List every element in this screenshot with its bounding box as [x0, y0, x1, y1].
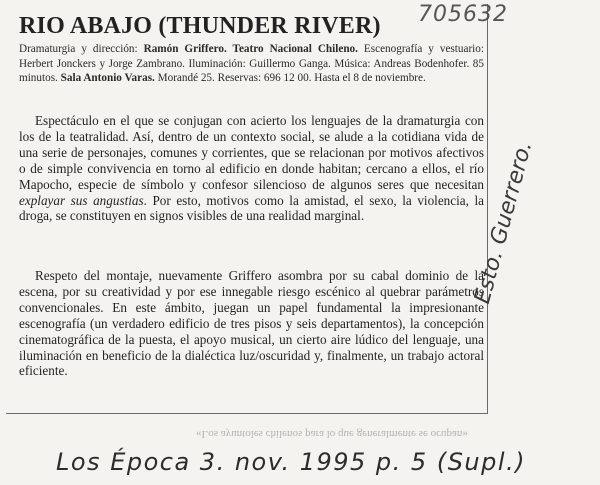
credits-director-company: Ramón Griffero. Teatro Nacional Chileno.: [143, 43, 358, 55]
review-paragraph-2: Respeto del montaje, nuevamente Griffero asombra por su cabal dominio de la escena, por su creatividad y por ese innegable riesgo escénico al quebrar parámetros convencionales. En este ámbito, juegan un papel fundamental la impresionante escenografía (un verdadero edificio de tres pisos y seis departamentos), la concepción cinematográfica de la puesta, el apoyo musical, un cierto aire lúdico del lenguaje, una iluminación en beneficio de la dialéctica luz/oscuridad y, finalmente, un trabajo actoral eficiente.: [19, 268, 484, 379]
bleed-through-text: «Los ayuntoles chilenos para lo que generalmente se ocupan»: [196, 428, 468, 440]
credits-crew: Escenografía y vestuario: Herbert Jonckers y Jorge Zambrano. Iluminación: Guillermo Ganga. Música: Andreas Bodenhofer. 85 minutos.: [19, 43, 484, 85]
paragraph-1-text-a: Espectáculo en el que se conjugan con acierto los lenguajes de la dramaturgia con los de la teatralidad. Así, dentro de un contexto social, se alude a la cotidiana vida de una serie de personajes, comunes y corrientes, que se relacionan por motivos afectivos o de simple convivencia en torno al edificio en donde habitan; cercano a ellos, el río Mapocho, especie de símbolo y confesor silencioso de algunos seres que necesitan: [19, 113, 484, 192]
credits-venue: Sala Antonio Varas.: [60, 72, 155, 85]
credits-direction-label: Dramaturgia y dirección:: [19, 43, 144, 55]
handwritten-side-note: Esto. Guerrero.: [470, 138, 538, 307]
handwritten-reference-number: 705632: [418, 2, 508, 27]
review-title: RIO ABAJO (THUNDER RIVER): [19, 13, 381, 39]
credits-address-dates: Morandé 25. Reservas: 696 12 00. Hasta el 8 de noviembre.: [154, 72, 426, 85]
review-paragraph-1: [19, 113, 484, 224]
handwritten-source-note: Los Época 3. nov. 1995 p. 5 (Supl.): [56, 448, 527, 476]
credits-block: [19, 42, 484, 86]
newspaper-clipping: [6, 4, 488, 414]
paragraph-1-text-b: . Por esto, motivos como la amistad, el sexo, la violencia, la droga, se constituyen en signos visibles de una realidad marginal.: [19, 192, 484, 224]
paragraph-1-italic: explayar sus angustias: [19, 192, 144, 208]
